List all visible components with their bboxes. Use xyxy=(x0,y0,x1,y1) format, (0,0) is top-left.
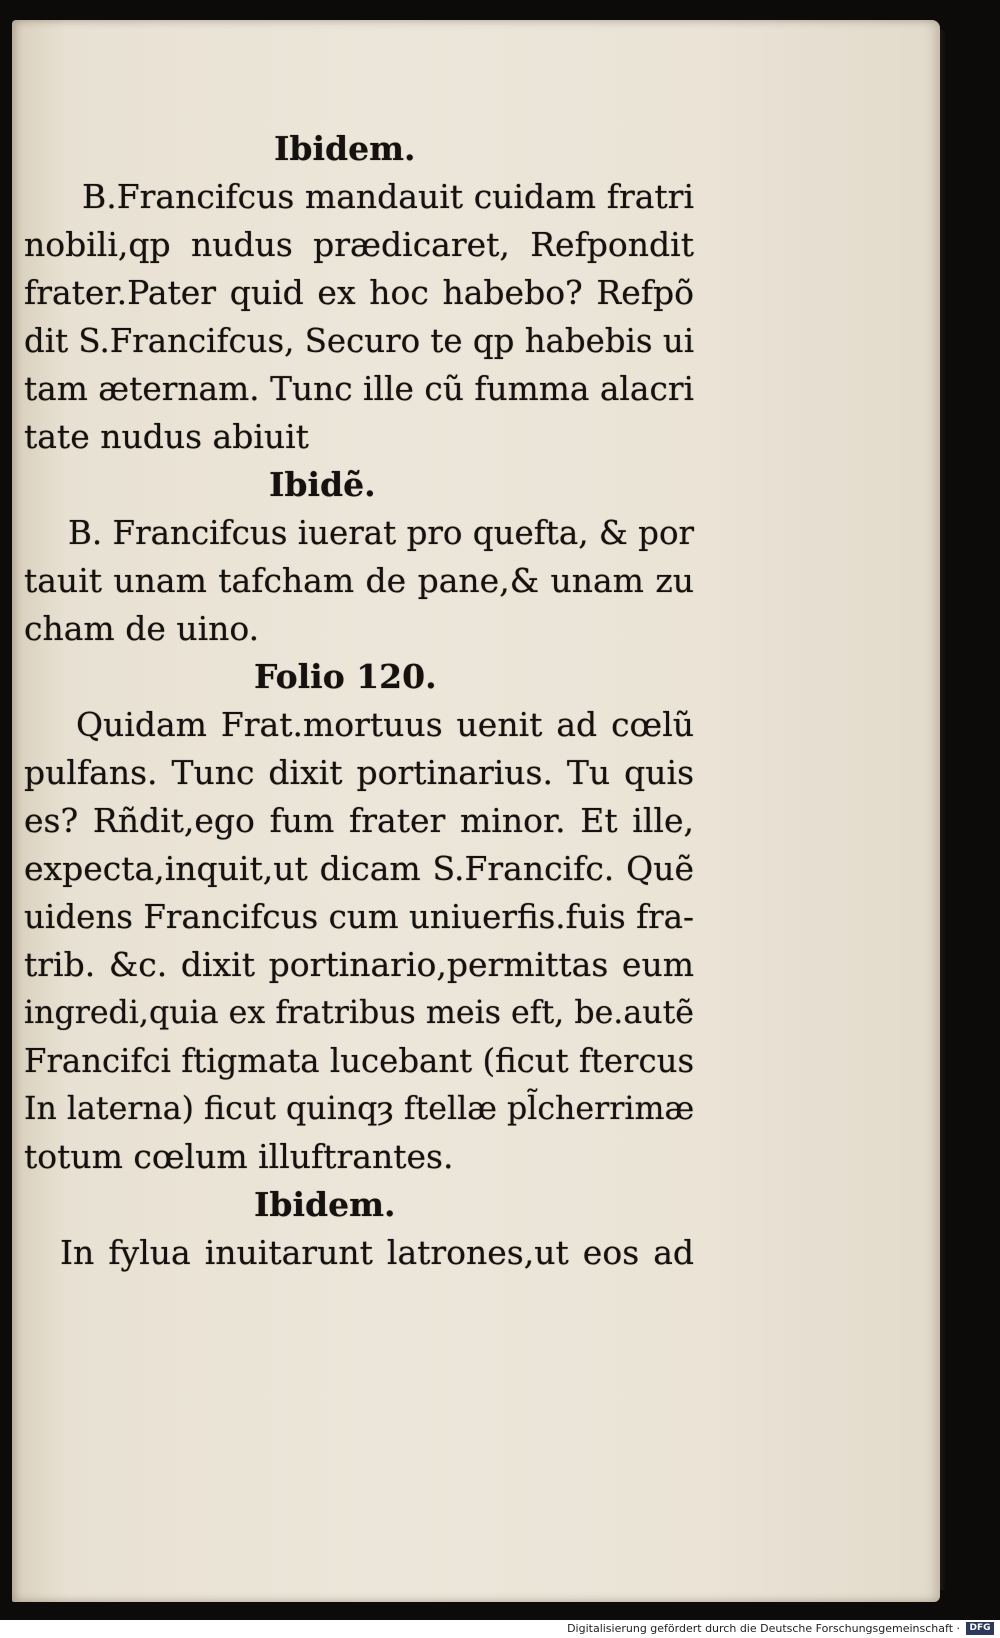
text-line: In fylua inuitarunt latrones,ut eos ad xyxy=(60,1233,694,1272)
text-line: nobili,qp nudus prædicaret, Refpondit xyxy=(24,225,694,264)
text-line: B. Francifcus iuerat pro quefta, & por xyxy=(68,514,695,552)
dfg-logo-icon: DFG xyxy=(966,1622,994,1635)
page-text xyxy=(24,125,694,1277)
text-line: Quidam Frat.mortuus uenit ad cœlũ xyxy=(76,705,694,744)
section-heading: Ibidẽ. xyxy=(269,465,376,504)
text-line: In laterna) ficut quinqȝ ftellæ pl̃cherrimæ xyxy=(24,1091,695,1127)
text-line: Francifci ftigmata lucebant (ficut ftercus xyxy=(24,1042,695,1080)
text-line: cham de uino. xyxy=(24,609,260,648)
text-line: ingredi,quia ex fratribus meis eft, be.autẽ xyxy=(24,995,694,1031)
text-line: expecta,inquit,ut dicam S.Francifc. Quẽ xyxy=(24,849,694,888)
book-page xyxy=(12,20,940,1602)
text-line: B.Francifcus mandauit cuidam fratri xyxy=(82,177,694,216)
section-heading: Ibidem. xyxy=(274,129,416,168)
section-heading: Ibidem. xyxy=(254,1185,396,1224)
text-line: es? Rñdit,ego fum frater minor. Et ille, xyxy=(24,801,694,840)
text-line: tauit unam tafcham de pane,& unam zu xyxy=(24,561,694,600)
footer-bar xyxy=(0,1620,1000,1638)
text-line: dit S.Francifcus, Securo te qp habebis ui xyxy=(24,322,695,360)
section-heading: Folio 120. xyxy=(254,657,437,696)
text-line: trib. &c. dixit portinario,permittas eum xyxy=(24,945,694,984)
text-line: uidens Francifcus cum uniuerfis.fuis fra- xyxy=(24,898,694,936)
text-line: tate nudus abiuit xyxy=(24,417,309,456)
footer-credit: Digitalisierung gefördert durch die Deutsche Forschungsgemeinschaft · xyxy=(567,1622,960,1635)
text-line: totum cœlum illuftrantes. xyxy=(24,1137,454,1176)
text-line: frater.Pater quid ex hoc habebo? Refpõ xyxy=(24,273,694,312)
text-line: pulfans. Tunc dixit portinarius. Tu quis xyxy=(24,753,694,792)
text-line: tam æternam. Tunc ille cũ fumma alacri xyxy=(24,370,694,408)
